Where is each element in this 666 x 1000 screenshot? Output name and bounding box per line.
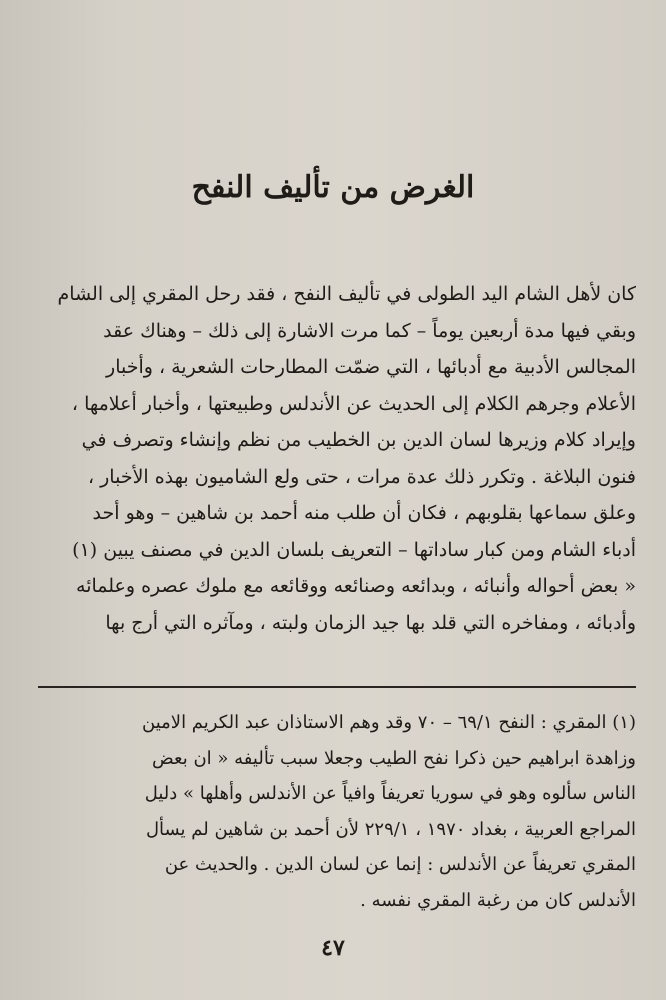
footnote-line: الناس سألوه وهو في سوريا تعريفاً وافياً عن الأندلس وأهلها » دليل: [144, 783, 636, 804]
body-line: كان لأهل الشام اليد الطولى في تأليف النفح ، فقد رحل المقري إلى الشام: [57, 283, 636, 305]
footnote-line: وزاهدة ابراهيم حين ذكرا نفح الطيب وجعلا سبب تأليفه « ان بعض: [152, 747, 636, 769]
body-line: وعلق سماعها بقلوبهم ، فكان أن طلب منه أحمد بن شاهين – وهو أحد: [92, 502, 636, 524]
body-line: وأدبائه ، ومفاخره التي قلد بها جيد الزمان ولبته ، ومآثره التي أرج بها: [105, 611, 636, 634]
footnote-line: الأندلس كان من رغبة المقري نفسه .: [360, 889, 636, 911]
body-line: وبقي فيها مدة أربعين يوماً – كما مرت الاشارة إلى ذلك – وهناك عقد: [103, 319, 636, 342]
footnote-divider: [38, 686, 636, 688]
body-line: الأعلام وجرهم الكلام إلى الحديث عن الأندلس وطبيعتها ، وأخبار أعلامها ،: [71, 392, 636, 415]
body-line: أدباء الشام ومن كبار ساداتها – التعريف بلسان الدين في مصنف يبين (١): [72, 538, 636, 561]
chapter-title: الغرض من تأليف النفح: [191, 170, 475, 205]
footnotes: [36, 705, 636, 918]
footnote-line: المراجع العربية ، بغداد ١٩٧٠ ، ٢٢٩/١ لأن أحمد بن شاهين لم يسأل: [145, 818, 636, 840]
page-number: ٤٧: [321, 935, 345, 961]
footnote-line: المقري تعريفاً عن الأندلس : إنما عن لسان الدين . والحديث عن: [164, 854, 636, 875]
body-line: المجالس الأدبية مع أدبائها ، التي ضمّت المطارحات الشعرية ، وأخبار: [106, 356, 636, 378]
body-line: وإيراد كلام وزيرها لسان الدين بن الخطيب من نظم وإنشاء وتصرف في: [81, 429, 636, 451]
body-line: « بعض أحواله وأنبائه ، وبدائعه وصنائعه ووقائعه مع ملوك عصره وعلمائه: [76, 575, 636, 597]
footnote-line: (١) المقري : النفح ٦٩/١ – ٧٠ وقد وهم الاستاذان عبد الكريم الامين: [142, 712, 636, 733]
body-paragraph: [36, 276, 636, 641]
body-line: فنون البلاغة . وتكرر ذلك عدة مرات ، حتى ولع الشاميون بهذه الأخبار ،: [87, 465, 636, 488]
